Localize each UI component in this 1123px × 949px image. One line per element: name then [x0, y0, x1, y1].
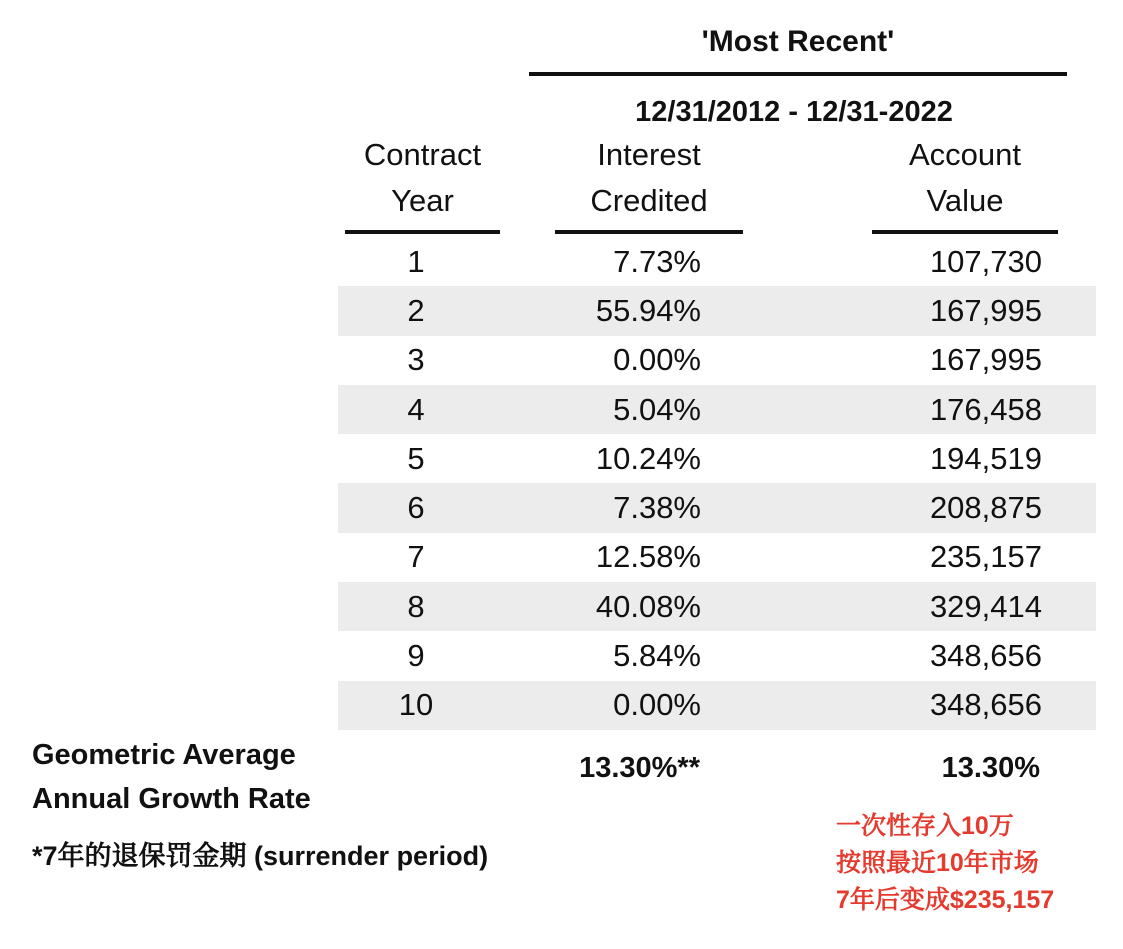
cell-contract-year: 10 [398, 687, 434, 723]
date-range: 12/31/2012 - 12/31-2022 [635, 96, 953, 128]
cell-account-value: 329,414 [929, 588, 1042, 624]
cell-contract-year: 6 [407, 490, 425, 526]
cell-contract-year: 4 [407, 391, 425, 427]
geometric-average-label-line: Annual Growth Rate [32, 783, 311, 815]
table-row [338, 237, 1096, 286]
cell-account-value: 348,656 [929, 638, 1042, 674]
cell-contract-year: 2 [407, 292, 425, 328]
annotation-line: 7年后变成$235,157 [836, 886, 1055, 914]
cell-contract-year: 1 [407, 243, 425, 279]
column-rule-value [872, 230, 1058, 234]
column-header-line: Interest [597, 137, 701, 172]
cell-contract-year: 9 [407, 638, 425, 674]
column-header-interest-credited [555, 132, 743, 224]
cell-interest-credited: 0.00% [613, 342, 701, 378]
period-divider [529, 72, 1067, 76]
table-row [338, 286, 1096, 335]
table-row [338, 483, 1096, 532]
cell-contract-year: 8 [407, 588, 425, 624]
cell-interest-credited: 40.08% [595, 588, 701, 624]
geometric-average-label-line: Geometric Average [32, 739, 296, 771]
column-header-line: Year [391, 183, 454, 218]
table-row [338, 434, 1096, 483]
annotation-line: 按照最近10年市场 [836, 849, 1039, 877]
cell-interest-credited: 12.58% [595, 539, 701, 575]
geometric-average-value: 13.30% [941, 752, 1040, 784]
surrender-period-footnote: *7年的退保罚金期 (surrender period) [32, 841, 489, 871]
cell-account-value: 176,458 [929, 391, 1042, 427]
red-annotation [836, 808, 1116, 919]
geometric-average-interest: 13.30%** [579, 752, 700, 784]
cell-contract-year: 7 [407, 539, 425, 575]
table-row [338, 533, 1096, 582]
annotation-line: 一次性存入10万 [836, 812, 1014, 840]
cell-interest-credited: 7.38% [613, 490, 701, 526]
cell-account-value: 194,519 [929, 440, 1042, 476]
table-row [338, 336, 1096, 385]
column-header-line: Contract [363, 137, 482, 172]
cell-account-value: 107,730 [929, 243, 1042, 279]
period-title: 'Most Recent' [701, 25, 895, 58]
cell-interest-credited: 0.00% [613, 687, 701, 723]
table-row [338, 582, 1096, 631]
column-header-account-value [872, 132, 1058, 224]
cell-account-value: 167,995 [929, 342, 1042, 378]
cell-interest-credited: 10.24% [595, 440, 701, 476]
data-table [338, 237, 1096, 730]
column-header-line: Value [926, 183, 1004, 218]
cell-contract-year: 3 [407, 342, 425, 378]
cell-account-value: 208,875 [929, 490, 1042, 526]
cell-interest-credited: 7.73% [613, 243, 701, 279]
table-row [338, 631, 1096, 680]
column-header-line: Account [908, 137, 1021, 172]
table-row [338, 681, 1096, 730]
geometric-average-label [32, 733, 362, 821]
column-header-line: Credited [590, 183, 708, 218]
column-rule-year [345, 230, 500, 234]
table-row [338, 385, 1096, 434]
column-rule-interest [555, 230, 743, 234]
cell-interest-credited: 5.04% [613, 391, 701, 427]
column-header-contract-year [345, 132, 500, 224]
cell-contract-year: 5 [407, 440, 425, 476]
cell-interest-credited: 5.84% [613, 638, 701, 674]
cell-account-value: 167,995 [929, 292, 1042, 328]
cell-account-value: 235,157 [929, 539, 1042, 575]
cell-account-value: 348,656 [929, 687, 1042, 723]
cell-interest-credited: 55.94% [595, 292, 701, 328]
